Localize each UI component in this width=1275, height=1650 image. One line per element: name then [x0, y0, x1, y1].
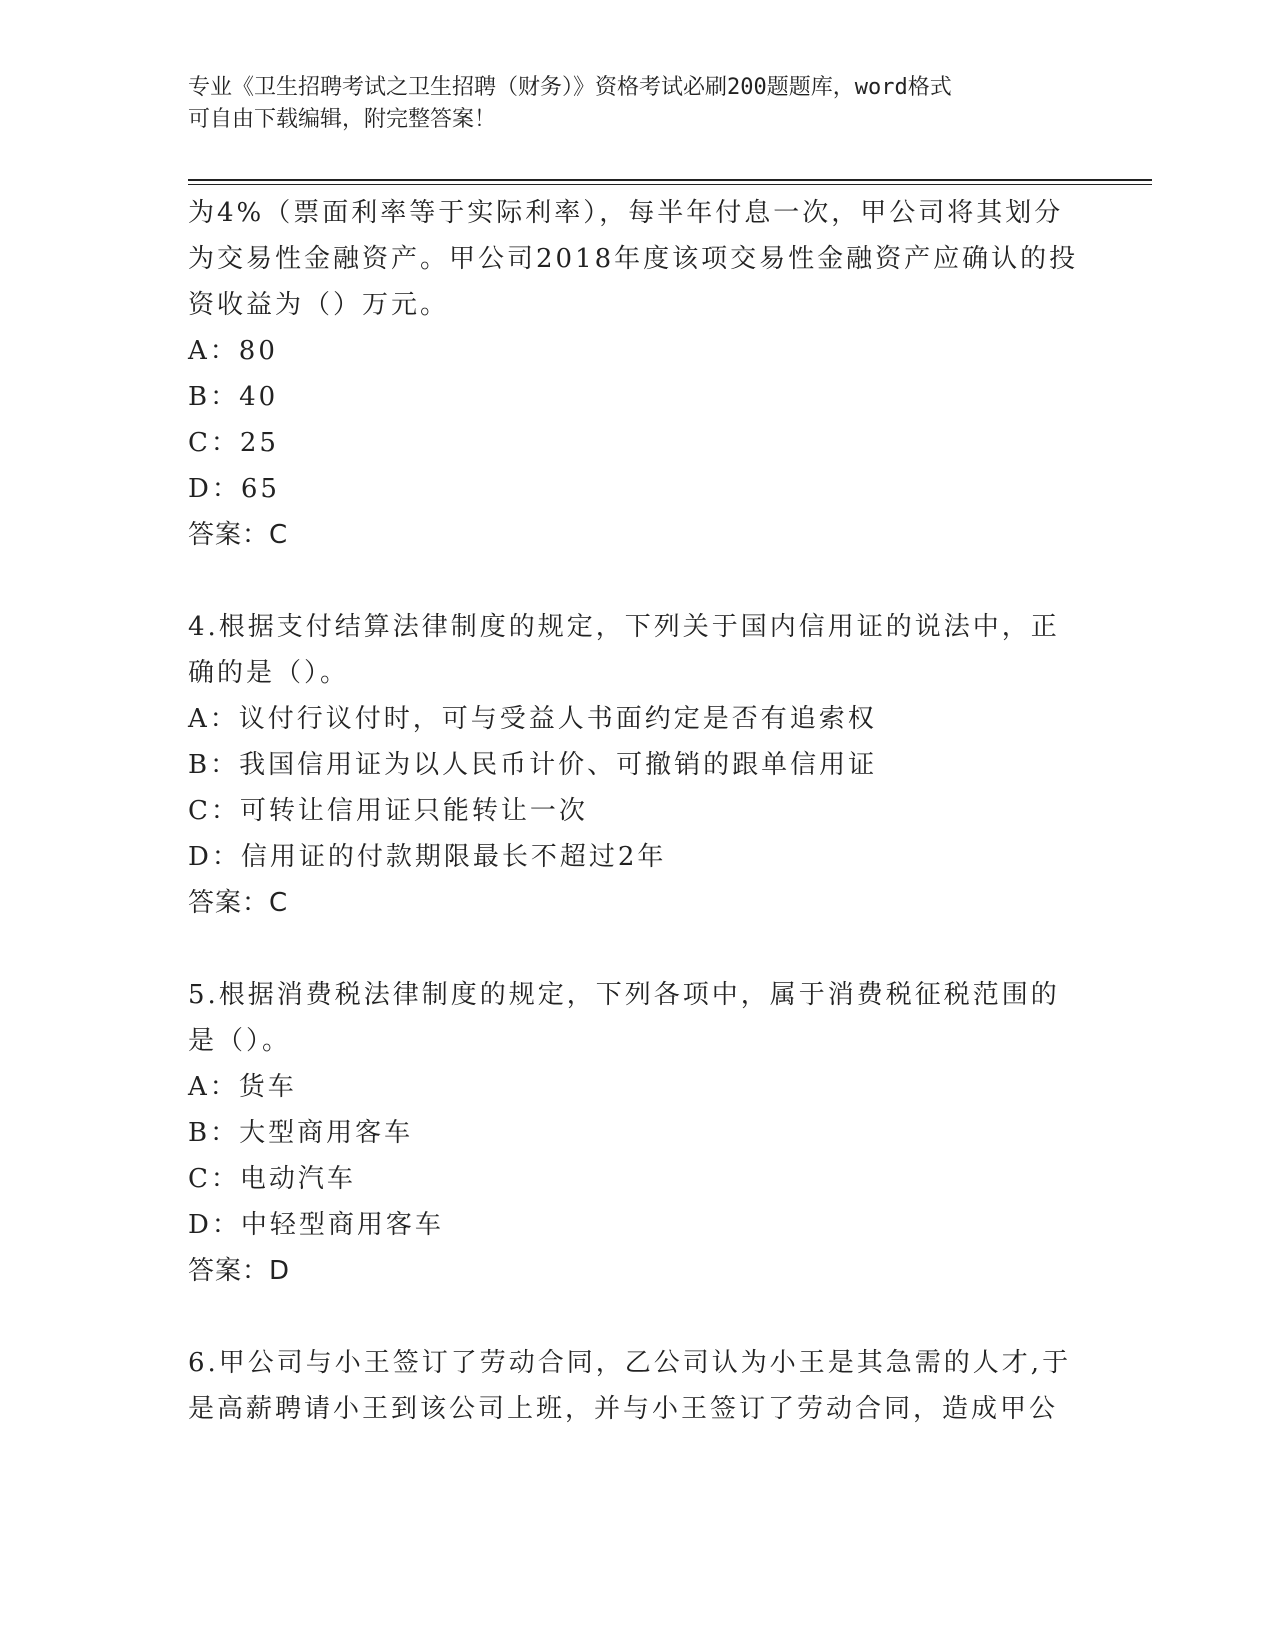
option-a: A：议付行议付时，可与受益人书面约定是否有追索权 [188, 704, 877, 734]
question-stem-line: 为交易性金融资产。甲公司2018年度该项交易性金融资产应确认的投 [188, 244, 1079, 274]
answer: 答案：C [188, 888, 289, 918]
option-b: B：我国信用证为以人民币计价、可撤销的跟单信用证 [188, 750, 878, 780]
option-d: D：中轻型商用客车 [188, 1210, 444, 1240]
question-stem-line: 5.根据消费税法律制度的规定，下列各项中，属于消费税征税范围的 [188, 980, 1060, 1010]
document-body [188, 190, 1088, 1432]
option-b: B：大型商用客车 [188, 1118, 414, 1148]
option-c: C：可转让信用证只能转让一次 [188, 796, 588, 826]
option-d: D：65 [188, 474, 280, 504]
question-4 [188, 604, 1088, 926]
spacer [188, 926, 1088, 972]
option-a: A：80 [188, 336, 278, 366]
question-5 [188, 972, 1088, 1294]
question-6 [188, 1340, 1088, 1432]
question-stem-line: 4.根据支付结算法律制度的规定，下列关于国内信用证的说法中，正 [188, 612, 1060, 642]
answer: 答案：D [188, 1256, 291, 1286]
option-d: D：信用证的付款期限最长不超过2年 [188, 842, 667, 872]
document-header [188, 72, 1088, 136]
header-divider-thick [188, 179, 1152, 181]
question-stem-line: 为4%（票面利率等于实际利率），每半年付息一次，甲公司将其划分 [188, 198, 1064, 228]
question-stem-line: 确的是（）。 [188, 658, 350, 688]
question-stem-line: 是高薪聘请小王到该公司上班，并与小王签订了劳动合同，造成甲公 [188, 1394, 1059, 1424]
question-stem-line: 是（）。 [188, 1026, 292, 1056]
question-3 [188, 190, 1088, 558]
header-divider-thin [188, 184, 1152, 185]
header-line-1: 专业《卫生招聘考试之卫生招聘（财务）》资格考试必刷200题题库，word格式 [188, 75, 952, 100]
option-b: B：40 [188, 382, 279, 412]
option-c: C：电动汽车 [188, 1164, 356, 1194]
spacer [188, 558, 1088, 604]
option-c: C：25 [188, 428, 279, 458]
header-line-2: 可自由下载编辑，附完整答案！ [188, 107, 497, 132]
question-stem-line: 6.甲公司与小王签订了劳动合同，乙公司认为小王是其急需的人才,于 [188, 1348, 1072, 1378]
spacer [188, 1294, 1088, 1340]
question-stem-line: 资收益为（）万元。 [188, 290, 450, 320]
option-a: A：货车 [188, 1072, 297, 1102]
answer: 答案：C [188, 520, 289, 550]
